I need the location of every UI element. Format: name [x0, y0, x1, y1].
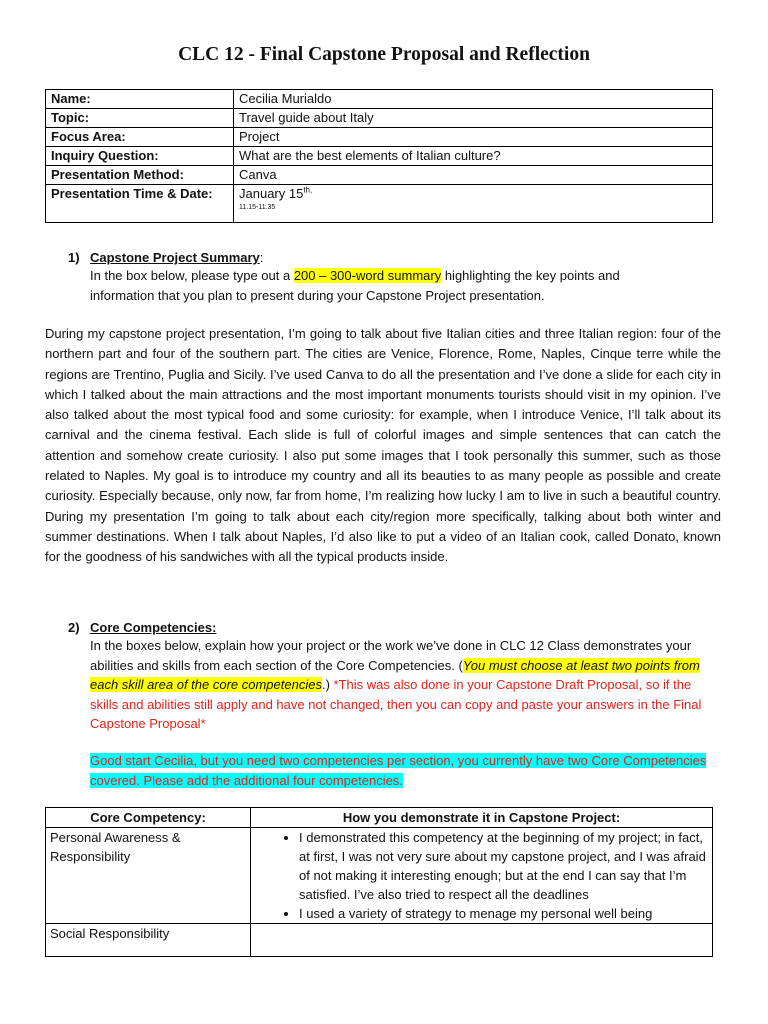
instruction-text: .) [321, 677, 334, 692]
instruction-text: highlighting the key points and [441, 268, 620, 283]
word-count-highlight: 200 – 300-word summary [293, 268, 442, 283]
instruction-text: information that you plan to present during your Capstone Project presentation. [90, 287, 545, 303]
section-title: Capstone Project Summary [90, 250, 260, 265]
instruction-text: In the box below, please type out a [90, 268, 294, 283]
info-row-focus [46, 128, 713, 147]
col-header-demonstration: How you demonstrate it in Capstone Project: [251, 808, 713, 828]
section-colon: : [259, 250, 264, 265]
competency-evidence [251, 828, 713, 924]
col-header-competency: Core Competency: [46, 808, 251, 828]
section2-instructions [90, 636, 710, 734]
info-label: Inquiry Question: [46, 147, 234, 166]
info-label: Topic: [46, 109, 234, 128]
info-label: Presentation Method: [46, 166, 234, 185]
info-label: Name: [46, 90, 234, 109]
info-label: Presentation Time & Date: [46, 185, 234, 223]
section-number: 2) [68, 620, 80, 635]
evidence-list [255, 828, 708, 923]
info-row-method [46, 166, 713, 185]
page-title: CLC 12 - Final Capstone Proposal and Reflection [178, 44, 590, 65]
info-value: Project [234, 128, 713, 147]
competency-evidence [251, 924, 713, 957]
info-value: What are the best elements of Italian culture? [234, 147, 713, 166]
info-value [234, 185, 713, 223]
red-note: *This was also done in your Capstone Draft Proposal, so if the skills and abilities still apply and have not changed, then you can copy and paste your answers in the Final Capstone Proposal* [90, 677, 702, 731]
core-table-header [46, 808, 713, 828]
core-competency-table [45, 807, 713, 957]
competency-label: Social Responsibility [46, 924, 251, 957]
requirement-highlight: You must choose at least two points from each skill area of the core competencies [90, 657, 700, 692]
info-value: Cecilia Murialdo [234, 90, 713, 109]
info-row-name [46, 90, 713, 109]
competency-label: Personal Awareness & Responsibility [46, 828, 251, 924]
list-item: • I used a variety of strategy to menage my personal well being [299, 904, 708, 923]
core-row-social [46, 924, 713, 957]
section-number: 1) [68, 250, 80, 265]
list-item: • I demonstrated this competency at the beginning of my project; in fact, at first, I was not very sure about my capstone project, and I was afraid of not making it interesting enough; but at the end I can say that I’m satisfied. I’ve also tried to respect all the deadlines [299, 828, 708, 904]
info-value: Canva [234, 166, 713, 185]
info-table [45, 89, 713, 223]
time-range: 11.15-11.35 [239, 204, 276, 211]
info-row-inquiry [46, 147, 713, 166]
section1-instructions [90, 266, 710, 305]
section2-heading [68, 618, 216, 638]
info-value: Travel guide about Italy [234, 109, 713, 128]
feedback-highlight: Good start Cecilia, but you need two competencies per section, you currently have two Core Competencies covered. Please add the additional four competencies. [90, 753, 707, 788]
teacher-feedback [90, 751, 710, 790]
time-date-suffix: th, [303, 185, 313, 195]
instruction-text: In the boxes below, explain how your project or the work we’ve done in CLC 12 Class demonstrates your abilities and skills from each section of the Core Competencies. ( [90, 638, 692, 673]
section1-heading [68, 248, 263, 268]
info-row-time [46, 185, 713, 223]
section-title: Core Competencies: [90, 620, 217, 635]
time-date: January 15 [239, 186, 304, 201]
info-label: Focus Area: [46, 128, 234, 147]
core-row-personal [46, 828, 713, 924]
info-row-topic [46, 109, 713, 128]
summary-paragraph: During my capstone project presentation, I’m going to talk about five Italian cities and three Italian region: four of the northern part and four of the southern part. The cities are Venice, Florence, Rome, Naples, Cinque terre while the regions are Trentino, Puglia and Sicily. I’ve used Canva to do all the presentation and I’ve done a slide for each city in which I talked about the main attractions and the most important monuments tourists should visit in my opinion. I’ve also talked about the most typical food and some curiosity: for example, when I introduce Venice, I’ll talk about its carnival and the cinema festival. Each slide is full of colorful images and simple sentences that can catch the attention and somehow create curiosity. I also put some images that I took personally this summer, such as those related to Naples. My goal is to introduce my country and all its beauties to as many people as possible and create curiosity. Especially because, only now, far from home, I’m realizing how lucky I am to live in such a beautiful country. During my presentation I’m going to talk about each city/region more specifically, talking about both winter and summer destinations. When I talk about Naples, I’d also like to put a video of an Italian cook, called Donato, known for the goodness of his sandwiches with all the typical products inside. [45, 326, 721, 565]
